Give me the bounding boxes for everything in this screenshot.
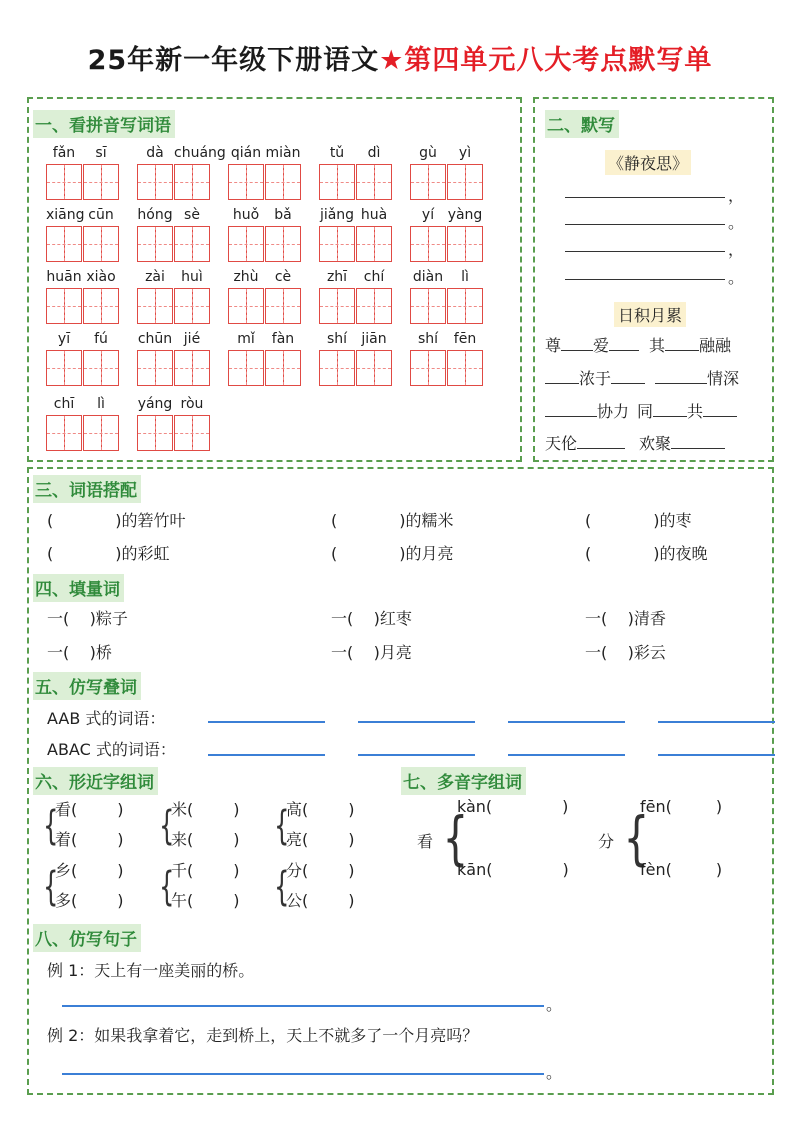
similar-char-item[interactable]: 午( ) [171,891,240,910]
measure-word-item[interactable]: 一( )红枣 [331,609,412,628]
idiom-row-4 [545,431,725,454]
polyphone-char-fen: 分 [598,832,615,851]
pinyin-syllable: xiāng [46,207,85,223]
writing-cell[interactable] [319,350,355,386]
idiom-word: 天伦 [545,434,578,453]
reduplication-answer-line[interactable] [508,721,625,723]
brace-icon: { [274,803,290,849]
pinyin-syllable: xiào [86,269,116,285]
writing-cell[interactable] [83,288,119,324]
reduplication-answer-line[interactable] [208,754,325,756]
pinyin-syllable: diàn [412,269,444,285]
writing-cell[interactable] [410,350,446,386]
writing-cell[interactable] [174,164,210,200]
pinyin-syllable: fēn [453,331,477,347]
writing-cell[interactable] [174,415,210,451]
sentence-answer-line-2[interactable] [62,1073,544,1075]
measure-word-item[interactable]: 一( )彩云 [585,643,666,662]
daily-accumulation-title: 日积月累 [614,302,686,327]
pinyin-syllable: yàng [447,207,483,223]
reduplication-answer-line[interactable] [658,754,775,756]
pinyin-syllable: gù [419,145,437,161]
section-8-heading: 八、仿写句子 [33,924,141,952]
pinyin-syllable: zài [145,269,165,285]
pinyin-syllable: mǐ [237,331,255,347]
pinyin-syllable: shí [326,331,348,347]
idiom-word: 融融 [699,336,732,355]
pinyin-syllable: zhù [233,269,259,285]
page-title [0,38,800,77]
pinyin-syllable: miàn [265,145,301,161]
section-4-heading: 四、填量词 [33,574,124,602]
measure-word-item[interactable]: 一( )清香 [585,609,666,628]
writing-cell[interactable] [228,288,264,324]
pinyin-syllable: yì [458,145,472,161]
brace-icon: { [274,864,290,910]
section-6-heading: 六、形近字组词 [33,767,158,795]
pinyin-syllable: dà [146,145,164,161]
section-1-heading: 一、看拼音写词语 [33,110,175,138]
reduplication-answer-line[interactable] [358,721,475,723]
idiom-row-1 [545,333,731,356]
writing-cell[interactable] [319,226,355,262]
writing-cell[interactable] [83,350,119,386]
pinyin-syllable: huà [360,207,388,223]
poem-answer-line[interactable] [565,224,725,225]
idiom-word: 爱 [593,336,610,355]
writing-cell[interactable] [356,288,392,324]
reduplication-answer-line[interactable] [658,721,775,723]
similar-char-item[interactable]: 多( ) [55,891,124,910]
pinyin-syllable: sī [95,145,107,161]
writing-cell[interactable] [319,288,355,324]
similar-char-item[interactable]: 公( ) [286,891,355,910]
pinyin-syllable: hóng [137,207,173,223]
writing-cell[interactable] [83,415,119,451]
similar-char-item[interactable]: 分( ) [286,861,355,880]
idiom-word: 欢聚 [639,434,672,453]
blank[interactable] [545,383,579,384]
pinyin-syllable: yáng [137,396,173,412]
brace-icon: { [43,803,59,849]
pinyin-syllable: huǒ [232,207,260,223]
polyphone-fen1[interactable]: fēn( ) [640,797,723,816]
writing-cell[interactable] [265,226,301,262]
abac-label: ABAC 式的词语： [47,740,176,759]
blank[interactable] [671,448,725,449]
pinyin-syllable: sè [184,207,200,223]
writing-cell[interactable] [83,226,119,262]
pinyin-syllable: cūn [88,207,114,223]
writing-cell[interactable] [137,350,173,386]
pinyin-syllable: jiǎng [319,207,355,223]
pinyin-syllable: cè [274,269,292,285]
pinyin-syllable: jiān [361,331,387,347]
writing-cell[interactable] [174,350,210,386]
pinyin-syllable: dì [367,145,381,161]
pinyin-syllable: chī [53,396,75,412]
writing-cell[interactable] [447,288,483,324]
blank[interactable] [545,416,597,417]
reduplication-answer-line[interactable] [358,754,475,756]
pinyin-syllable: tǔ [329,145,345,161]
idiom-row-3 [545,399,737,422]
idiom-word: 尊 [545,336,562,355]
poem-answer-line[interactable] [565,279,725,280]
measure-word-item[interactable]: 一( )月亮 [331,643,412,662]
pinyin-syllable: jié [183,331,201,347]
pinyin-syllable: fàn [271,331,295,347]
measure-word-item[interactable]: 一( )粽子 [47,609,128,628]
writing-cell[interactable] [410,288,446,324]
reduplication-answer-line[interactable] [208,721,325,723]
poem-answer-line[interactable] [565,251,725,252]
section-5-heading: 五、仿写叠词 [33,672,141,700]
sentence-end-1: 。 [546,995,563,1014]
writing-cell[interactable] [137,415,173,451]
similar-char-item[interactable]: 千( ) [171,861,240,880]
writing-cell[interactable] [174,226,210,262]
similar-char-item[interactable]: 高( ) [286,800,355,819]
writing-cell[interactable] [46,288,82,324]
sentence-end-2: 。 [546,1063,563,1082]
idiom-word: 共 [687,402,704,421]
blank[interactable] [665,350,699,351]
writing-cell[interactable] [174,288,210,324]
writing-cell[interactable] [356,164,392,200]
writing-cell[interactable] [265,350,301,386]
star-icon: ★ [379,45,405,76]
idiom-word: 情深 [707,369,740,388]
blank[interactable] [653,416,687,417]
pinyin-syllable: lì [461,269,469,285]
blank[interactable] [561,350,593,351]
pinyin-syllable: qián [230,145,262,161]
pinyin-syllable: ròu [180,396,204,412]
poem-answer-line[interactable] [565,197,725,198]
writing-cell[interactable] [356,350,392,386]
section-7-heading: 七、多音字组词 [401,767,526,795]
pinyin-syllable: huān [46,269,82,285]
pinyin-syllable: huì [181,269,203,285]
pinyin-syllable: shí [417,331,439,347]
reduplication-answer-line[interactable] [508,754,625,756]
word-match-item[interactable]: ( )的夜晚 [585,544,708,563]
section-3-heading: 三、词语搭配 [33,475,141,503]
blank[interactable] [609,350,639,351]
poem-punctuation: 。 [728,268,745,287]
writing-cell[interactable] [265,164,301,200]
writing-cell[interactable] [228,226,264,262]
writing-cell[interactable] [46,415,82,451]
brace-icon: { [623,804,650,872]
blank[interactable] [611,383,645,384]
polyphone-char-kan: 看 [417,832,434,851]
similar-char-item[interactable]: 着( ) [55,830,124,849]
brace-icon: { [43,864,59,910]
writing-cell[interactable] [137,226,173,262]
writing-cell[interactable] [46,226,82,262]
similar-char-item[interactable]: 亮( ) [286,830,355,849]
pinyin-syllable: fǎn [52,145,76,161]
blank[interactable] [577,448,625,449]
title-main: 25年新一年级下册语文 [87,45,380,76]
writing-cell[interactable] [447,226,483,262]
writing-cell[interactable] [137,164,173,200]
similar-char-item[interactable]: 米( ) [171,800,240,819]
pinyin-syllable: bǎ [274,207,292,223]
word-match-item[interactable]: ( )的月亮 [331,544,454,563]
idiom-row-2 [545,366,739,389]
polyphone-fen4[interactable]: fèn( ) [640,860,723,879]
pinyin-syllable: yí [421,207,435,223]
similar-char-item[interactable]: 乡( ) [55,861,124,880]
polyphone-kan1[interactable]: kān( ) [457,860,569,879]
writing-cell[interactable] [447,350,483,386]
aab-label: AAB 式的词语： [47,709,166,728]
pinyin-syllable: yī [57,331,71,347]
writing-cell[interactable] [319,164,355,200]
writing-cell[interactable] [447,164,483,200]
sentence-answer-line-1[interactable] [62,1005,544,1007]
brace-icon: { [159,864,175,910]
word-match-item[interactable]: ( )的枣 [585,511,692,530]
pinyin-syllable: chí [363,269,385,285]
pinyin-syllable: lì [97,396,105,412]
word-match-item[interactable]: ( )的彩虹 [47,544,170,563]
brace-icon: { [159,803,175,849]
poem-punctuation: 。 [728,213,745,232]
example-sentence-2: 例 2：如果我拿着它，走到桥上，天上不就多了一个月亮吗？ [47,1026,479,1045]
blank[interactable] [703,416,737,417]
brace-icon: { [442,804,469,872]
writing-cell[interactable] [83,164,119,200]
polyphone-kan4[interactable]: kàn( ) [457,797,569,816]
idiom-word: 协力 [597,402,630,421]
similar-char-item[interactable]: 来( ) [171,830,240,849]
blank[interactable] [655,383,707,384]
measure-word-item[interactable]: 一( )桥 [47,643,112,662]
writing-cell[interactable] [265,288,301,324]
poem-title: 《静夜思》 [605,150,691,175]
writing-cell[interactable] [410,164,446,200]
idiom-word: 其 [649,336,666,355]
writing-cell[interactable] [410,226,446,262]
writing-cell[interactable] [46,350,82,386]
pinyin-syllable: fú [94,331,108,347]
similar-char-item[interactable]: 看( ) [55,800,124,819]
idiom-word: 浓于 [579,369,612,388]
pinyin-syllable: chuáng [174,145,226,161]
example-sentence-1: 例 1：天上有一座美丽的桥。 [47,961,255,980]
pinyin-syllable: chūn [137,331,173,347]
writing-cell[interactable] [228,350,264,386]
word-match-item[interactable]: ( )的箬竹叶 [47,511,186,530]
idiom-word: 同 [637,402,654,421]
poem-punctuation: ， [728,240,745,259]
writing-cell[interactable] [46,164,82,200]
section-2-heading: 二、默写 [545,110,619,138]
poem-punctuation: ， [728,186,745,205]
word-match-item[interactable]: ( )的糯米 [331,511,454,530]
title-unit: 第四单元八大考点默写单 [404,45,713,76]
writing-cell[interactable] [137,288,173,324]
writing-cell[interactable] [228,164,264,200]
pinyin-syllable: zhī [326,269,348,285]
writing-cell[interactable] [356,226,392,262]
